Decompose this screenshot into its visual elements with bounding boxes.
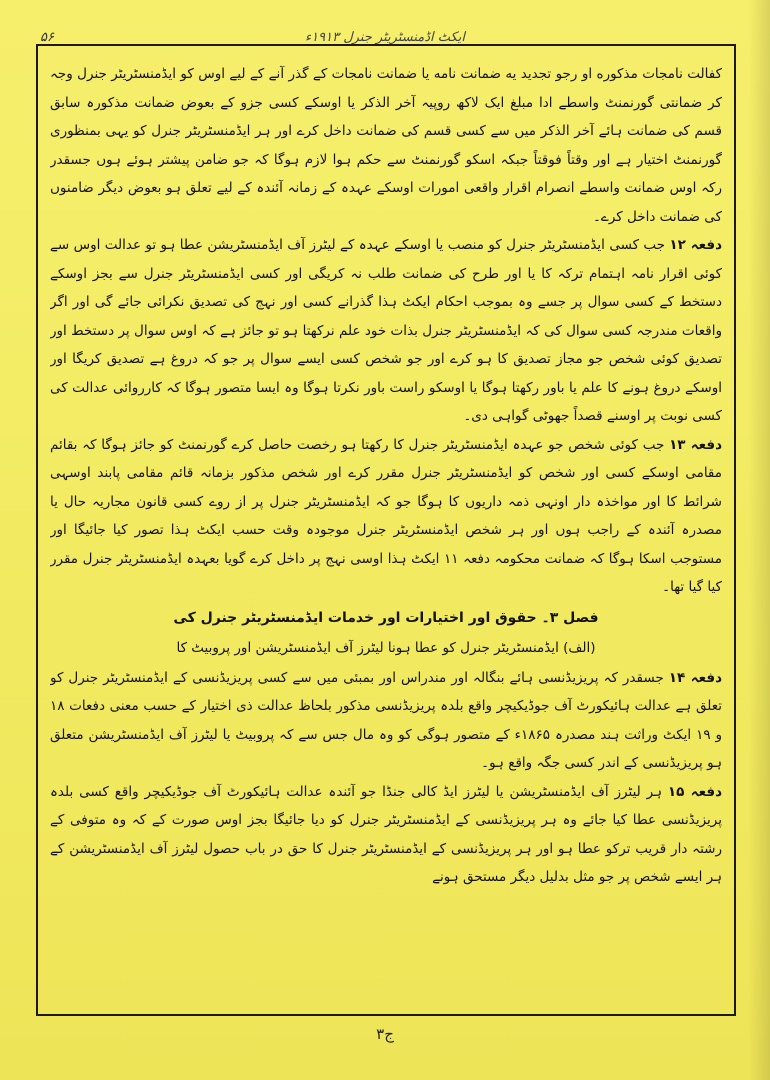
paragraph-section-12: [50, 231, 722, 431]
paragraph-continuation: [50, 60, 722, 231]
paragraph-section-13: [50, 431, 722, 602]
paragraph-text: جب کوئی شخص جو عہدہ ایڈمنسٹریٹر جنرل کا رکھتا ہو رخصت حاصل کرے گورنمنٹ کو جائز ہوگا کہ بقائم مقامی اوسکے کسی اور شخص کو ایڈمنسٹریٹر جنرل مقرر کرے اور شخص مذکور بزمانہ قائم مقامی پابند اوسہی شرائط کا اور مواخذہ دار اونہی ذمہ داریوں کا ہوگا جو کہ ایڈمنسٹریٹر جنرل پر از روے کسی قانون مجاریہ حال یا مصدرہ آئندہ کے راجب ہوں اور ہر شخص ایڈمنسٹریٹر جنرل موجودہ وقت حسب ایکٹ ہذا تصور کیا جائیگا اور مستوجب اسکا ہوگا کہ ضمانت محکومہ دفعہ ۱۱ ایکٹ ہذا اوسی نہج پر داخل کرے گویا بعہدہ ایڈمنسٹریٹر جنرل مقرر کیا گیا تھا۔: [50, 436, 722, 595]
paragraph-section-14: [50, 664, 722, 778]
body-text: [50, 60, 722, 1005]
chapter-heading: فصل ۳۔ حقوق اور اختیارات اور خدمات ایڈمنسٹریٹر جنرل کی: [173, 609, 599, 626]
section-label: دفعہ ۱۵: [667, 783, 722, 800]
page-number: ۳ج: [376, 1025, 394, 1043]
section-label: دفعہ ۱۴: [668, 669, 722, 686]
running-head: ایکٹ اڈمنسٹریٹر جنرل ۱۹۱۳ء: [305, 30, 465, 45]
paragraph-text: جسقدر کہ پریزیڈنسی ہائے بنگالہ اور مندراس اور بمبئی میں سے کسی پریزیڈنسی کے ایڈمنسٹریٹر جنرل کو تعلق ہے عدالت ہائیکورٹ آف جوڈیکیچر واقع بلدہ پریزیڈنسی مذکور بلحاظ عدالت ذی اختیار کے حسب معنی دفعات ۱۸ و ۱۹ ایکٹ وراثت ہند مصدرہ ۱۸۶۵ء کے متصور ہوگی کو وہ مال جس سے کہ پروبیٹ یا لیٹرز آف ایڈمنسٹریشن متعلق ہو پریزیڈنسی کے اندر کسی جگہ واقع ہو۔: [50, 669, 722, 771]
header-corner-mark: ۵۶: [40, 30, 54, 45]
section-label: دفعہ ۱۳: [669, 436, 722, 453]
page-edge-shadow: [748, 0, 770, 1080]
paragraph-text: جب کسی ایڈمنسٹریٹر جنرل کو منصب یا اوسکے عہدہ کے لیٹرز آف ایڈمنسٹریشن عطا ہو تو عدالت اوس سے کوئی اقرار نامہ اہتمام ترکہ کا یا اور طرح کی ضمانت طلب نہ کریگی اور کسی ایڈمنسٹریٹر جنرل سے بجز اوسکے دستخط کے کسی سوال پر جسے وہ بموجب احکام ایکٹ ہذا گذرانے کسی اور نہج کی تصدیق نکرائی جائے گی اور اگر واقعات مندرجہ کسی سوال کی کہ ایڈمنسٹریٹر جنرل بذات خود علم نرکھتا ہو تو جائز ہے کہ اوس سوال پر دستخط اور تصدیق کوئی شخص جو مجاز تصدیق کا ہو کرے اور جو شخص کسی ایسے سوال پر جو کہ دروغ ہے تصدیق کریگا اور اوسکے دروغ ہونے کا علم یا باور رکھتا ہوگا یا اوسکو راست باور نکرتا ہوگا وہ ایسا متصور ہوگا کہ کارروائی عدالت کی کسی نوبت پر اوسنے قصداً جھوٹی گواہی دی۔: [50, 237, 722, 424]
paragraph-text: کفالت نامجات مذکوره او رجو تجدید یه ضمانت نامه یا ضمانت نامجات کے گذر آنے کے لیے اوس کو ایڈمنسٹریٹر جنرل وجہ کر ضمانتی گورنمنٹ واسطے ادا مبلغ ایک لاکھ روپیہ آخر الذکر یا اوسکے کسی جزو کے بعوض ضمانت مذکورہ سابق قسم کی ضمانت ہائے آخر الذکر میں سے کسی قسم کی ضمانت داخل کرے اور ہر ایڈمنسٹریٹر جنرل کو یہی بمنظوری گورنمنٹ اختیار ہے اور وقتاً فوقتاً جبکہ اسکو گورنمنٹ سے حکم ہوا لازم ہوگا کہ جو ضامن پیشتر ہوئے ہوں جسقدر رکہ اوس ضمانت واسطے انصرام اقرار واقعی امورات اوسکے عہدہ کے زمانہ آئندہ کے لیے تعلق ہو بعوض دیگر ضامنوں کی ضمانت داخل کرے۔: [50, 66, 722, 225]
paragraph-section-15: [50, 778, 722, 892]
sub-heading: (الف) ایڈمنسٹریٹر جنرل کو عطا ہونا لیٹرز آف ایڈمنسٹریشن اور پروبیٹ کا: [176, 639, 596, 656]
section-label: دفعہ ۱۲: [669, 237, 722, 253]
paragraph-text: ہر لیٹرز آف ایڈمنسٹریشن یا لیٹرز ایڈ کالی جنڈا جو آئندہ عدالت ہائیکورٹ آف جوڈیکیچر واقع کسی بلدہ پریزیڈنسی عطا کیا جائے وہ ہر پریزیڈنسی کے ایڈمنسٹریٹر جنرل کو دیا جائیگا بجز اوس صورت کے کہ وہ متوفی کے رشتہ دار قریب ترکو عطا ہو اور ہر پریزیڈنسی کے ایڈمنسٹریٹر جنرل کا حق در باب حصول لیٹرز آف ایڈمنسٹریشن کے ہر ایسے شخص پر جو مثل بدلیل دیگر مستحق ہونے: [50, 783, 722, 885]
